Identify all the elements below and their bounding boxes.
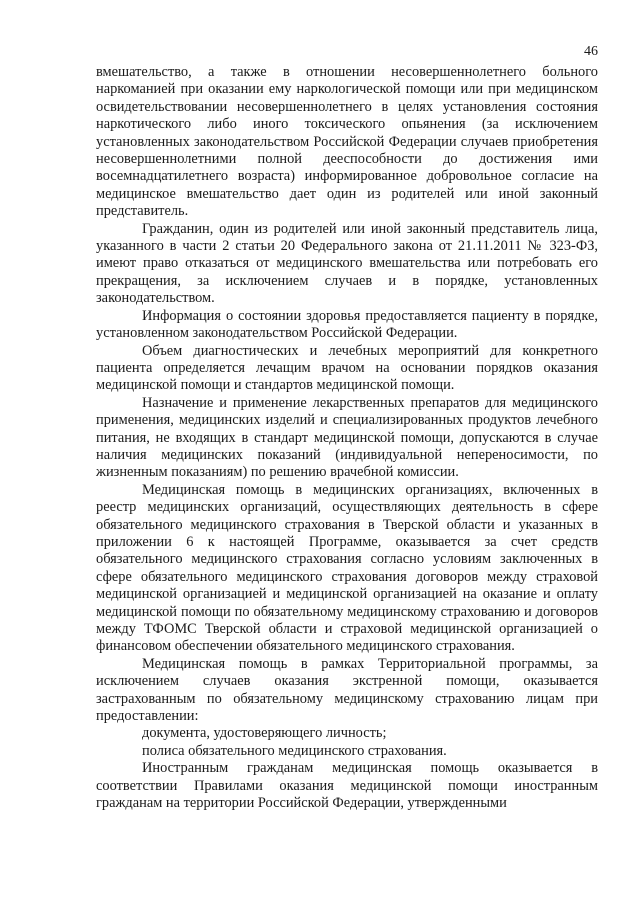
list-item-identity-document: документа, удостоверяющего личность; <box>142 725 387 742</box>
paragraph-oms-organizations: Медицинская помощь в медицинских организациях, включенных в реестр медицинских организаций, осуществляющих деятельность в сфере обязательного медицинского страхования в Тверской области и указанных в приложении 6 к настоящей Программе, оказывается за счет средств обязательного медицинского страхования согласно условиям заключенных в сфере обязательного медицинского страхования договоров между страховой медицинской организацией и медицинской организацией на оказание и оплату медицинской помощи по обязательному медицинскому страхованию и договоров между ТФОМС Тверской области и страховой медицинской организацией о финансовом обеспечении обязательного медицинского страхования. <box>96 481 598 655</box>
paragraph-refusal-right: Гражданин, один из родителей или иной законный представитель лица, указанного в части 2 статьи 20 Федерального закона от 21.11.2011 № 323-ФЗ, имеют право отказаться от медицинского вмешательства или потребовать его прекращения, за исключением случаев и в порядке, установленных законодательством. <box>96 220 598 307</box>
paragraph-health-information: Информация о состоянии здоровья предоставляется пациенту в порядке, установленном законодательством Российской Федерации. <box>96 307 598 342</box>
document-body <box>96 64 598 812</box>
paragraph-territorial-program: Медицинская помощь в рамках Территориальной программы, за исключением случаев оказания экстренной помощи, оказывается застрахованным по обязательному медицинскому страхованию лицам при предоставлении: <box>96 655 598 725</box>
list-item-oms-policy: полиса обязательного медицинского страхования. <box>142 742 447 759</box>
page-number: 46 <box>584 44 598 59</box>
paragraph-diagnostic-scope: Объем диагностических и лечебных мероприятий для конкретного пациента определяется лечащим врачом на основании порядков оказания медицинской помощи и стандартов медицинской помощи. <box>96 342 598 394</box>
paragraph-drug-prescription: Назначение и применение лекарственных препаратов для медицинского применения, медицинских изделий и специализированных продуктов лечебного питания, не входящих в стандарт медицинской помощи, допускаются в случае наличия медицинских показаний (индивидуальной непереносимости, по жизненным показаниям) по решению врачебной комиссии. <box>96 394 598 481</box>
paragraph-continuation: вмешательство, а также в отношении несовершеннолетнего больного наркоманией при оказании ему наркологической помощи или при медицинском освидетельствовании несовершеннолетнего в целях установления состояния наркотического либо иного токсического опьянения (за исключением установленных законодательством Российской Федерации случаев приобретения несовершеннолетними полной дееспособности до достижения ими восемнадцатилетнего возраста) информированное добровольное согласие на медицинское вмешательство дает один из родителей или иной законный представитель. <box>96 64 598 220</box>
paragraph-foreign-citizens: Иностранным гражданам медицинская помощь оказывается в соответствии Правилами оказания медицинской помощи иностранным гражданам на территории Российской Федерации, утвержденными <box>96 760 598 812</box>
